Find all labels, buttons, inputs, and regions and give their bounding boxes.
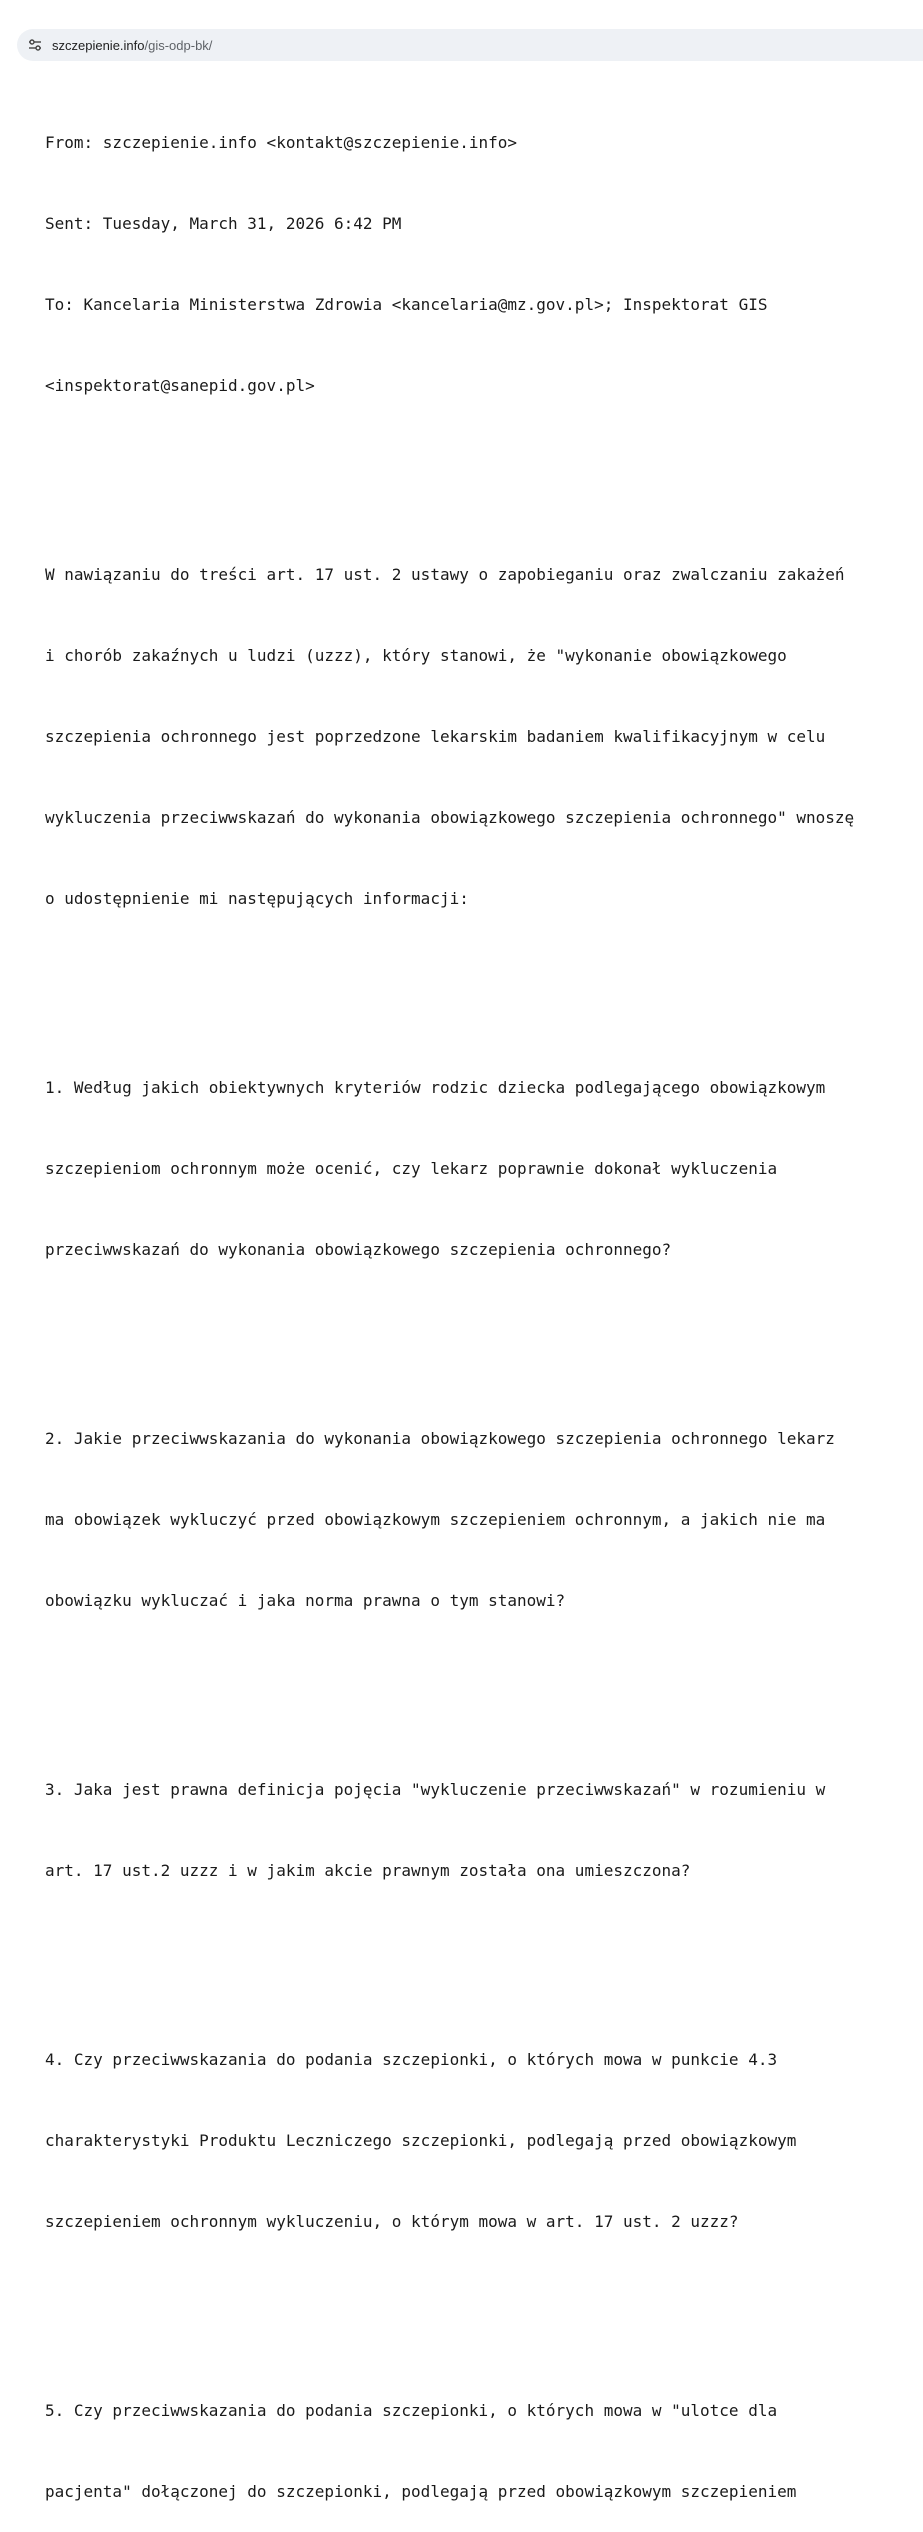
email-body	[45, 75, 905, 2532]
question-2-line: 2. Jakie przeciwwskazania do wykonania obowiązkowego szczepienia ochronnego lekarz	[45, 1429, 835, 1448]
question-2-line: obowiązku wykluczać i jaka norma prawna o tym stanowi?	[45, 1591, 566, 1610]
question-4-line: 4. Czy przeciwwskazania do podania szczepionki, o których mowa w punkcie 4.3	[45, 2050, 778, 2069]
question-1-line: przeciwwskazań do wykonania obowiązkowego szczepienia ochronnego?	[45, 1240, 672, 1259]
question-5-line: pacjenta" dołączonej do szczepionki, podlegają przed obowiązkowym szczepieniem	[45, 2482, 797, 2501]
blank-line	[45, 453, 905, 480]
question-4-line: charakterystyki Produktu Leczniczego szczepionki, podlegają przed obowiązkowym	[45, 2131, 797, 2150]
url-text[interactable]	[52, 38, 212, 53]
intro-line: o udostępnienie mi następujących informacji:	[45, 889, 469, 908]
question-1-line: szczepieniom ochronnym może ocenić, czy lekarz poprawnie dokonał wykluczenia	[45, 1159, 778, 1178]
blank-line	[45, 1938, 905, 1965]
site-settings-icon[interactable]	[26, 36, 44, 54]
email-to-line-cont: <inspektorat@sanepid.gov.pl>	[45, 376, 315, 395]
blank-line	[45, 966, 905, 993]
url-domain: szczepienie.info	[52, 37, 145, 53]
blank-line	[45, 1668, 905, 1695]
email-sent-line: Sent: Tuesday, March 31, 2026 6:42 PM	[45, 214, 402, 233]
blank-line	[45, 1317, 905, 1344]
question-1-line: 1. Według jakich obiektywnych kryteriów rodzic dziecka podlegającego obowiązkowym	[45, 1078, 826, 1097]
question-3-line: 3. Jaka jest prawna definicja pojęcia "wykluczenie przeciwwskazań" w rozumieniu w	[45, 1780, 826, 1799]
question-3-line: art. 17 ust.2 uzzz i w jakim akcie prawnym została ona umieszczona?	[45, 1861, 691, 1880]
email-to-line: To: Kancelaria Ministerstwa Zdrowia <kancelaria@mz.gov.pl>; Inspektorat GIS	[45, 295, 768, 314]
address-bar[interactable]	[17, 29, 923, 61]
url-path: /gis-odp-bk/	[144, 37, 213, 53]
question-2-line: ma obowiązek wykluczyć przed obowiązkowym szczepieniem ochronnym, a jakich nie ma	[45, 1510, 826, 1529]
intro-line: i chorób zakaźnych u ludzi (uzzz), który stanowi, że "wykonanie obowiązkowego	[45, 646, 787, 665]
blank-line	[45, 2289, 905, 2316]
intro-line: szczepienia ochronnego jest poprzedzone lekarskim badaniem kwalifikacyjnym w celu	[45, 727, 826, 746]
question-5-line: 5. Czy przeciwwskazania do podania szczepionki, o których mowa w "ulotce dla	[45, 2401, 778, 2420]
question-4-line: szczepieniem ochronnym wykluczeniu, o którym mowa w art. 17 ust. 2 uzzz?	[45, 2212, 739, 2231]
intro-line: wykluczenia przeciwwskazań do wykonania obowiązkowego szczepienia ochronnego" wnoszę	[45, 808, 855, 827]
email-from-line: From: szczepienie.info <kontakt@szczepienie.info>	[45, 133, 518, 152]
intro-line: W nawiązaniu do treści art. 17 ust. 2 ustawy o zapobieganiu oraz zwalczaniu zakażeń	[45, 565, 845, 584]
